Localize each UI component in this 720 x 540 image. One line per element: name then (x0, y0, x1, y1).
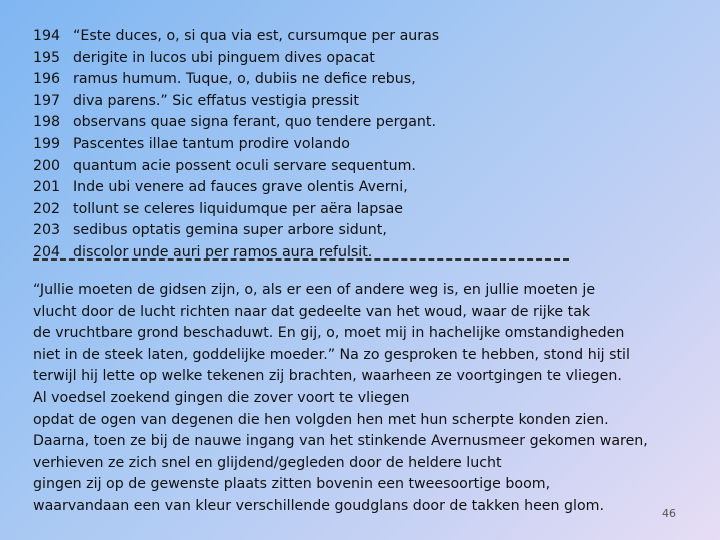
latin-line (33, 177, 439, 199)
line-number: 197 (33, 92, 61, 109)
dutch-line: vlucht door de lucht richten naar dat gedeelte van het woud, waar de rijke tak (33, 303, 591, 320)
dutch-line: gingen zij op de gewenste plaats zitten bovenin een tweesoortige boom, (33, 476, 551, 493)
dutch-translation-block (33, 280, 648, 518)
dutch-line: “Jullie moeten de gidsen zijn, o, als er een of andere weg is, en jullie moeten je (33, 282, 596, 298)
latin-line (33, 48, 439, 70)
dutch-line: de vruchtbare grond beschaduwt. En gij, o, moet mij in hachelijke omstandigheden (33, 325, 625, 342)
line-number: 202 (33, 200, 61, 217)
line-number: 201 (33, 179, 61, 196)
latin-line-text: diva parens.” Sic effatus vestigia pressit (73, 92, 359, 109)
line-number: 198 (33, 114, 61, 131)
dutch-line: Daarna, toen ze bij de nauwe ingang van het stinkende Avernusmeer gekomen waren, (33, 433, 648, 450)
latin-line (33, 26, 439, 48)
dutch-line: terwijl hij lette op welke tekenen zij brachten, waarheen ze voortgingen te vliegen. (33, 368, 622, 385)
latin-line (33, 91, 439, 113)
latin-line-text: discolor unde auri per ramos aura refulsit. (73, 243, 373, 260)
latin-line-text: tollunt se celeres liquidumque per aëra lapsae (73, 200, 404, 217)
line-number: 199 (33, 135, 61, 152)
dutch-line: verhieven ze zich snel en glijdend/gegleden door de heldere lucht (33, 454, 502, 471)
latin-line-text: Pascentes illae tantum prodire volando (73, 135, 350, 152)
latin-line (33, 69, 439, 91)
latin-line-text: “Este duces, o, si qua via est, cursumque per auras (73, 28, 440, 44)
latin-line-text: ramus humum. Tuque, o, dubiis ne defice rebus, (73, 71, 416, 88)
latin-line (33, 156, 439, 178)
latin-line-text: observans quae signa ferant, quo tendere pergant. (73, 114, 436, 131)
line-number: 194 (33, 28, 61, 44)
dashed-divider (33, 258, 569, 261)
dutch-line: niet in de steek laten, goddelijke moeder.” Na zo gesproken te hebben, stond hij stil (33, 346, 630, 363)
latin-line (33, 199, 439, 221)
line-number: 195 (33, 49, 61, 66)
latin-line-text: Inde ubi venere ad fauces grave olentis Averni, (73, 179, 408, 196)
line-number: 196 (33, 71, 61, 88)
latin-line (33, 220, 439, 242)
dutch-line: opdat de ogen van degenen die hen volgden hen met hun scherpte konden zien. (33, 411, 609, 428)
dutch-line: Al voedsel zoekend gingen die zover voort te vliegen (33, 389, 410, 406)
latin-line-text: quantum acie possent oculi servare sequentum. (73, 157, 416, 174)
latin-text-block (33, 26, 439, 264)
line-number: 204 (33, 243, 61, 260)
latin-line-text: derigite in lucos ubi pinguem dives opacat (73, 49, 375, 66)
latin-line (33, 112, 439, 134)
page-number: 46 (662, 507, 676, 520)
line-number: 200 (33, 157, 61, 174)
dutch-line: waarvandaan een van kleur verschillende goudglans door de takken heen glom. (33, 497, 604, 514)
line-number: 203 (33, 222, 61, 239)
latin-line (33, 134, 439, 156)
latin-line-text: sedibus optatis gemina super arbore sidunt, (73, 222, 387, 239)
